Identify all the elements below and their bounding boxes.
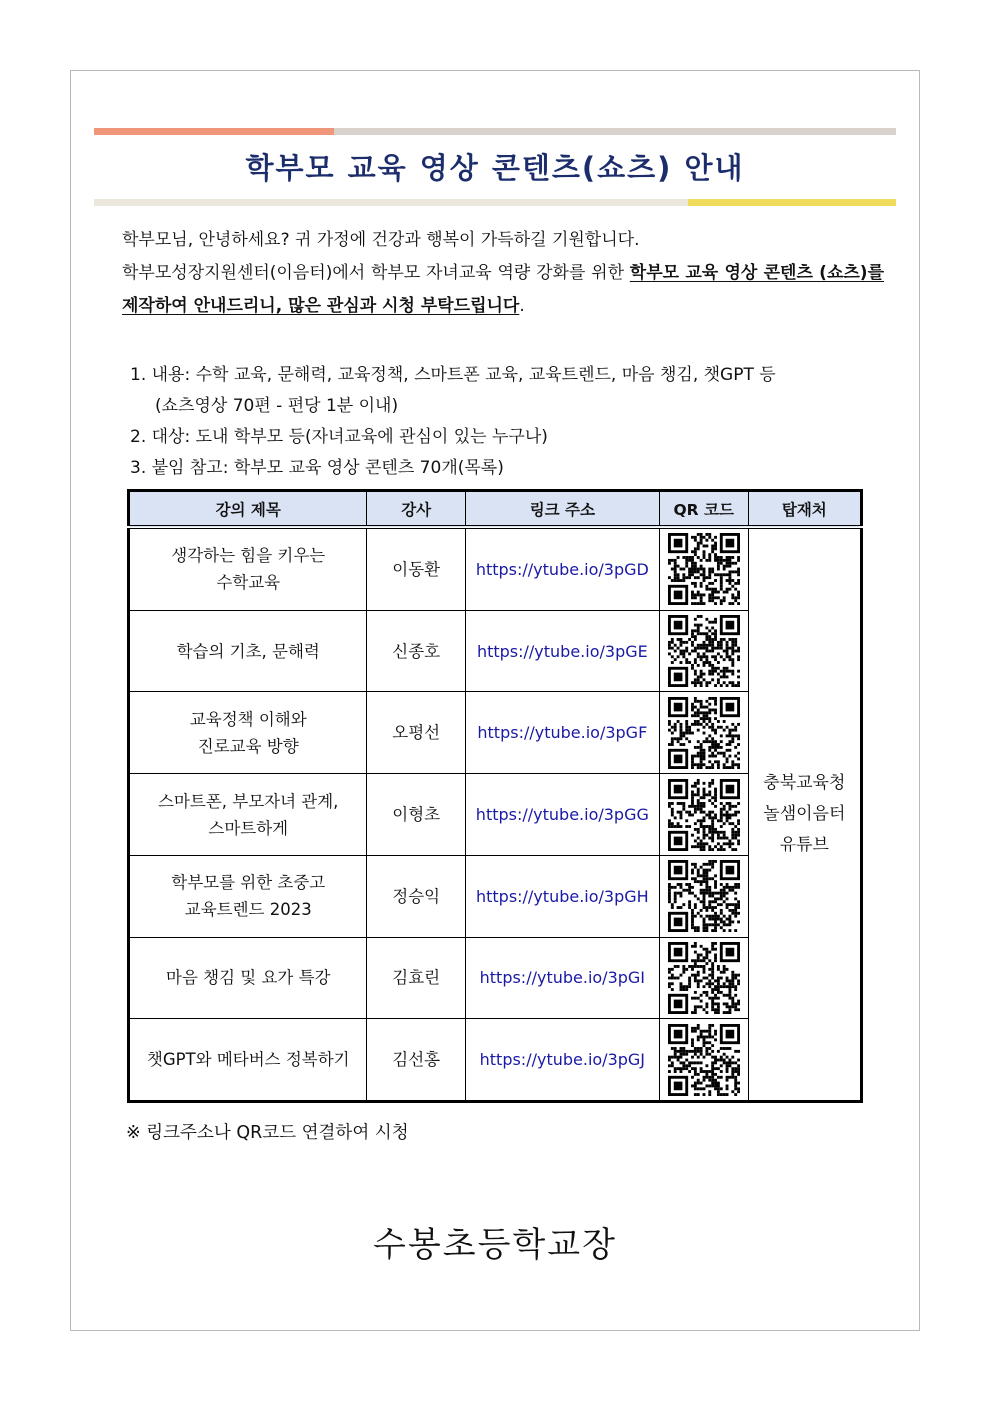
header-title: 강의 제목 [129, 491, 367, 528]
page-title: 학부모 교육 영상 콘텐츠(쇼츠) 안내 [245, 151, 745, 185]
list-item-content-detail: (쇼츠영상 70편 - 편당 1분 이내) [155, 396, 399, 416]
lecturer-name: 김효린 [367, 937, 465, 1019]
lecture-title-line: 마음 챙김 및 요가 특강 [166, 968, 331, 988]
host-line: 유튜브 [779, 835, 829, 855]
greeting-highlight: 학부모 교육 영상 콘텐츠 (쇼츠)를 제작하여 안내드리니, 많은 관심과 시청 부탁드립니다 [122, 263, 884, 316]
qr-code[interactable] [659, 1019, 748, 1102]
lecturer-name: 신종호 [367, 610, 465, 692]
lecture-title-line: 스마트폰, 부모자녀 관계, [158, 791, 339, 811]
table-row [129, 527, 862, 610]
school-principal-signature: 수봉초등학교장 [373, 1225, 617, 1265]
lecture-title-line: 학습의 기초, 문해력 [176, 641, 320, 661]
qr-code-icon [668, 942, 740, 1014]
qr-code[interactable] [659, 610, 748, 692]
title-bar-top-accent [94, 128, 334, 135]
qr-code[interactable] [659, 937, 748, 1019]
lecture-title-line: 진로교육 방향 [197, 736, 299, 756]
greeting-plain: 학부모성장지원센터(이음터)에서 학부모 자녀교육 역량 강화를 위한 [122, 263, 630, 283]
qr-code-icon [668, 1024, 740, 1096]
lecture-title [129, 692, 367, 774]
lecture-title-line: 학부모를 위한 초중고 [171, 873, 326, 893]
list-item-target: 2. 대상: 도내 학부모 등(자녀교육에 관심이 있는 누구나) [130, 427, 548, 447]
title-bar-bottom-accent [688, 199, 896, 206]
lecture-link[interactable]: https://ytube.io/3pGI [465, 937, 659, 1019]
lecturer-name: 김선홍 [367, 1019, 465, 1102]
host-line: 충북교육청 [763, 773, 846, 793]
qr-code-icon [668, 697, 740, 769]
header-lecturer: 강사 [367, 491, 465, 528]
lecture-title [129, 610, 367, 692]
greeting-end: . [519, 296, 525, 316]
lecture-title-line: 챗GPT와 메타버스 정복하기 [146, 1050, 350, 1070]
greeting-line-2 [122, 257, 884, 323]
lecture-title [129, 937, 367, 1019]
lecturer-name: 이동환 [367, 527, 465, 610]
lecture-title-line: 수학교육 [216, 573, 281, 593]
lecture-title-line: 교육트렌드 2023 [184, 900, 312, 920]
header-host: 탑재처 [748, 491, 861, 528]
table-header-row [129, 491, 862, 528]
host-line: 놀샘이음터 [763, 804, 846, 824]
greeting-paragraph [122, 224, 884, 323]
lecture-title [129, 855, 367, 937]
lecture-link[interactable]: https://ytube.io/3pGD [465, 527, 659, 610]
qr-code[interactable] [659, 855, 748, 937]
list-item-content: 1. 내용: 수학 교육, 문해력, 교육정책, 스마트폰 교육, 교육트렌드, 마음 챙김, 챗GPT 등 [130, 365, 776, 385]
lecturer-name: 이형초 [367, 774, 465, 856]
lecture-title [129, 527, 367, 610]
lecture-link[interactable]: https://ytube.io/3pGJ [465, 1019, 659, 1102]
lecture-link[interactable]: https://ytube.io/3pGE [465, 610, 659, 692]
lecture-link[interactable]: https://ytube.io/3pGF [465, 692, 659, 774]
lecturer-name: 정승익 [367, 855, 465, 937]
lecture-title-line: 생각하는 힘을 키우는 [171, 546, 326, 566]
viewing-note: ※ 링크주소나 QR코드 연결하여 시청 [126, 1123, 409, 1143]
qr-code-icon [668, 615, 740, 687]
lecture-table [127, 489, 863, 1103]
lecture-title [129, 1019, 367, 1102]
info-list [130, 360, 890, 484]
lecture-link[interactable]: https://ytube.io/3pGG [465, 774, 659, 856]
qr-code[interactable] [659, 527, 748, 610]
qr-code[interactable] [659, 774, 748, 856]
qr-code[interactable] [659, 692, 748, 774]
qr-code-icon [668, 779, 740, 851]
lecture-title-line: 교육정책 이해와 [189, 709, 307, 729]
greeting-line-1: 학부모님, 안녕하세요? 귀 가정에 건강과 행복이 가득하길 기원합니다. [122, 230, 640, 250]
qr-code-icon [668, 533, 740, 605]
host-cell [748, 527, 861, 1102]
lecture-link[interactable]: https://ytube.io/3pGH [465, 855, 659, 937]
qr-code-icon [668, 860, 740, 932]
header-link: 링크 주소 [465, 491, 659, 528]
lecturer-name: 오평선 [367, 692, 465, 774]
header-qr: QR 코드 [659, 491, 748, 528]
list-item-attachment: 3. 붙임 참고: 학부모 교육 영상 콘텐츠 70개(목록) [130, 458, 504, 478]
lecture-title-line: 스마트하게 [208, 818, 289, 838]
lecture-title [129, 774, 367, 856]
